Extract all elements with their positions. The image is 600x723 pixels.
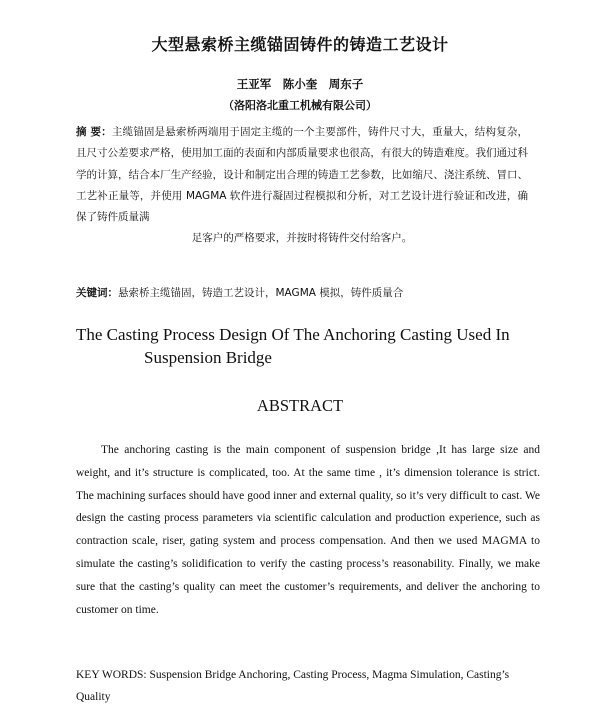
- chinese-abstract-body: 主缆锚固是悬索桥两端用于固定主缆的一个主要部件，铸件尺寸大，重量大，结构复杂，且尺寸公差要求严格，使用加工面的表面和内部质量要求也很高，有很大的铸造难度。我们通过科学的计算，结合本厂生产经验，设计和制定出合理的铸造工艺参数，比如缩尺、浇注系统、冒口、工艺补正量等，并使用 MAGMA 软件进行凝固过程模拟和分析，对工艺设计进行验证和改进，确保了铸件质量满: [76, 126, 529, 224]
- chinese-abstract: [76, 122, 528, 250]
- chinese-abstract-label: 摘 要：: [76, 126, 112, 138]
- english-abstract: The anchoring casting is the main component of suspension bridge ,It has large size and weight, and it’s structure is complicated, too. At the same time , it’s dimension tolerance is strict. The machining surfaces should have good inner and external quality, so it’s very difficult to cast. We design the casting process parameters via scientific calculation and production experience, such as contraction scale, riser, gating system and process compensation. And then we used MAGMA to simulate the casting’s solidification to verify the casting process’s reasonability. Finally, we make sure that the casting’s quality can meet the customer’s requirements, and deliver the anchoring to customer on time.: [76, 444, 540, 616]
- chinese-keywords-text: 悬索桥主缆锚固，铸造工艺设计，MAGMA 模拟，铸件质量合: [118, 287, 404, 299]
- chinese-title: 大型悬索桥主缆锚固铸件的铸造工艺设计: [151, 35, 449, 54]
- chinese-keywords-label: 关键词：: [76, 287, 118, 299]
- english-title-line-1: The Casting Process Design Of The Anchoring Casting Used In: [76, 325, 510, 344]
- chinese-affiliation: （洛阳洛北重工机械有限公司）: [223, 99, 377, 112]
- chinese-keywords: [76, 285, 536, 300]
- english-keywords: KEY WORDS: Suspension Bridge Anchoring, Casting Process, Magma Simulation, Casting’s Quality: [76, 669, 510, 703]
- chinese-authors: 王亚军 陈小奎 周东子: [236, 77, 364, 91]
- english-title: [76, 323, 546, 369]
- english-title-line-2: Suspension Bridge: [144, 348, 272, 367]
- chinese-abstract-last-line: 足客户的严格要求，并按时将铸件交付给客户。: [191, 232, 413, 245]
- english-abstract-heading: ABSTRACT: [256, 396, 344, 415]
